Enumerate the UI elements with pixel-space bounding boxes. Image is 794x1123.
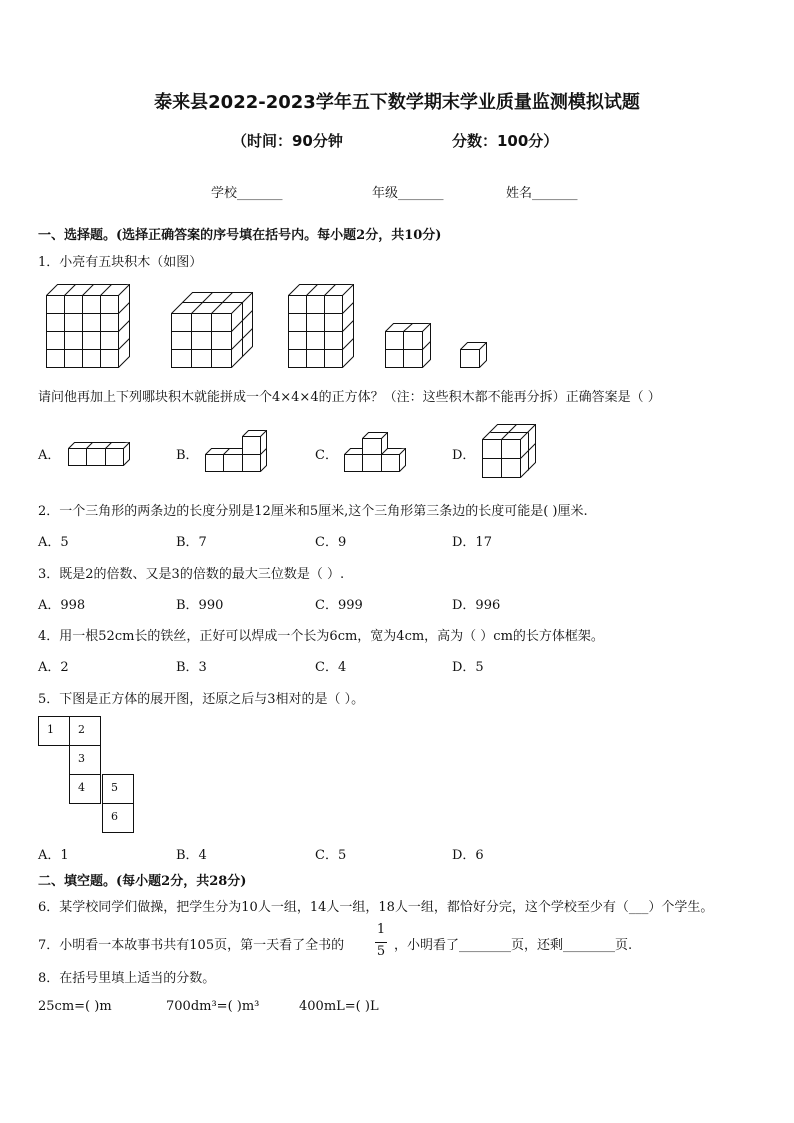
q4-option-a[interactable]: A．2 — [38, 660, 69, 675]
block-3x3x2-figure — [171, 292, 253, 368]
q3-option-c[interactable]: C．999 — [315, 598, 363, 613]
net-face-3: 3 — [69, 745, 101, 775]
net-face-1: 1 — [38, 716, 70, 746]
q3-option-b[interactable]: B．990 — [176, 598, 224, 613]
q8-blank-cm[interactable]: 25cm=( )m — [38, 999, 112, 1014]
q4-option-d[interactable]: D．5 — [452, 660, 484, 675]
q1-option-a[interactable]: A． — [38, 448, 61, 463]
page-title: 泰来县2022-2023学年五下数学期末学业质量监测模拟试题 — [154, 92, 640, 113]
q1-option-c[interactable]: C． — [315, 448, 338, 463]
q2-option-c[interactable]: C．9 — [315, 535, 347, 550]
fraction-one-fifth — [375, 922, 387, 959]
school-field[interactable]: 学校_______ — [211, 186, 283, 201]
net-face-4: 4 — [69, 774, 101, 804]
option-a-piece-figure — [68, 442, 130, 466]
section-1-heading: 一、选择题。(选择正确答案的序号填在括号内。每小题2分，共10分) — [38, 228, 442, 243]
q5-option-d[interactable]: D．6 — [452, 848, 484, 863]
block-1x1x1-figure — [460, 342, 487, 368]
q1-option-b[interactable]: B． — [176, 448, 199, 463]
fraction-bar — [375, 942, 387, 943]
q2-option-b[interactable]: B．7 — [176, 535, 207, 550]
q2-option-a[interactable]: A．5 — [38, 535, 69, 550]
fraction-denominator: 5 — [376, 944, 386, 959]
option-d-piece-figure — [482, 424, 536, 478]
q5-stem: 5．下图是正方体的展开图，还原之后与3相对的是（ ）。 — [38, 692, 365, 707]
option-b-piece-figure — [205, 430, 267, 472]
q7-stem-end: ，小明看了________页，还剩________页. — [394, 938, 633, 953]
fraction-numerator: 1 — [376, 922, 386, 937]
block-3x4x1-figure — [288, 284, 354, 368]
q3-option-d[interactable]: D．996 — [452, 598, 501, 613]
score-label: 分数：100分） — [452, 132, 559, 150]
q2-option-d[interactable]: D．17 — [452, 535, 492, 550]
q5-option-a[interactable]: A．1 — [38, 848, 69, 863]
q8-stem: 8．在括号里填上适当的分数。 — [38, 971, 216, 986]
q1-stem: 1．小亮有五块积木（如图） — [38, 255, 203, 270]
block-2x2x1-figure — [385, 323, 431, 368]
q8-blank-ml[interactable]: 400mL=( )L — [299, 999, 379, 1014]
q3-option-a[interactable]: A．998 — [38, 598, 86, 613]
q3-stem: 3．既是2的倍数、又是3的倍数的最大三位数是（ ）. — [38, 567, 345, 582]
q6-stem: 6．某学校同学们做操，把学生分为10人一组，14人一组，18人一组，都恰好分完，这个学校至少有（___）个学生。 — [38, 900, 714, 915]
block-4x4x1-figure — [46, 284, 136, 368]
net-face-5: 5 — [102, 774, 134, 804]
q4-option-b[interactable]: B．3 — [176, 660, 207, 675]
name-field[interactable]: 姓名_______ — [506, 186, 578, 201]
section-2-heading: 二、填空题。(每小题2分，共28分) — [38, 874, 247, 889]
option-c-piece-figure — [344, 432, 406, 472]
q2-stem: 2．一个三角形的两条边的长度分别是12厘米和5厘米,这个三角形第三条边的长度可能是( )厘米. — [38, 504, 588, 519]
q4-option-c[interactable]: C．4 — [315, 660, 347, 675]
q8-blank-dm3[interactable]: 700dm³=( )m³ — [166, 999, 260, 1014]
q1-option-d[interactable]: D． — [452, 448, 476, 463]
grade-field[interactable]: 年级_______ — [372, 186, 444, 201]
q4-stem: 4．用一根52cm长的铁丝，正好可以焊成一个长为6cm，宽为4cm，高为（ ）cm的长方体框架。 — [38, 629, 604, 644]
q5-option-b[interactable]: B．4 — [176, 848, 207, 863]
net-face-2: 2 — [69, 716, 101, 746]
q1-question: 请问他再加上下列哪块积木就能拼成一个4×4×4的正方体？（注：这些积木都不能再分拆）正确答案是（ ） — [38, 390, 661, 405]
q7-stem-start: 7．小明看一本故事书共有105页，第一天看了全书的 — [38, 938, 345, 953]
time-label: （时间：90分钟 — [232, 132, 343, 150]
net-face-6: 6 — [102, 803, 134, 833]
q5-option-c[interactable]: C．5 — [315, 848, 347, 863]
